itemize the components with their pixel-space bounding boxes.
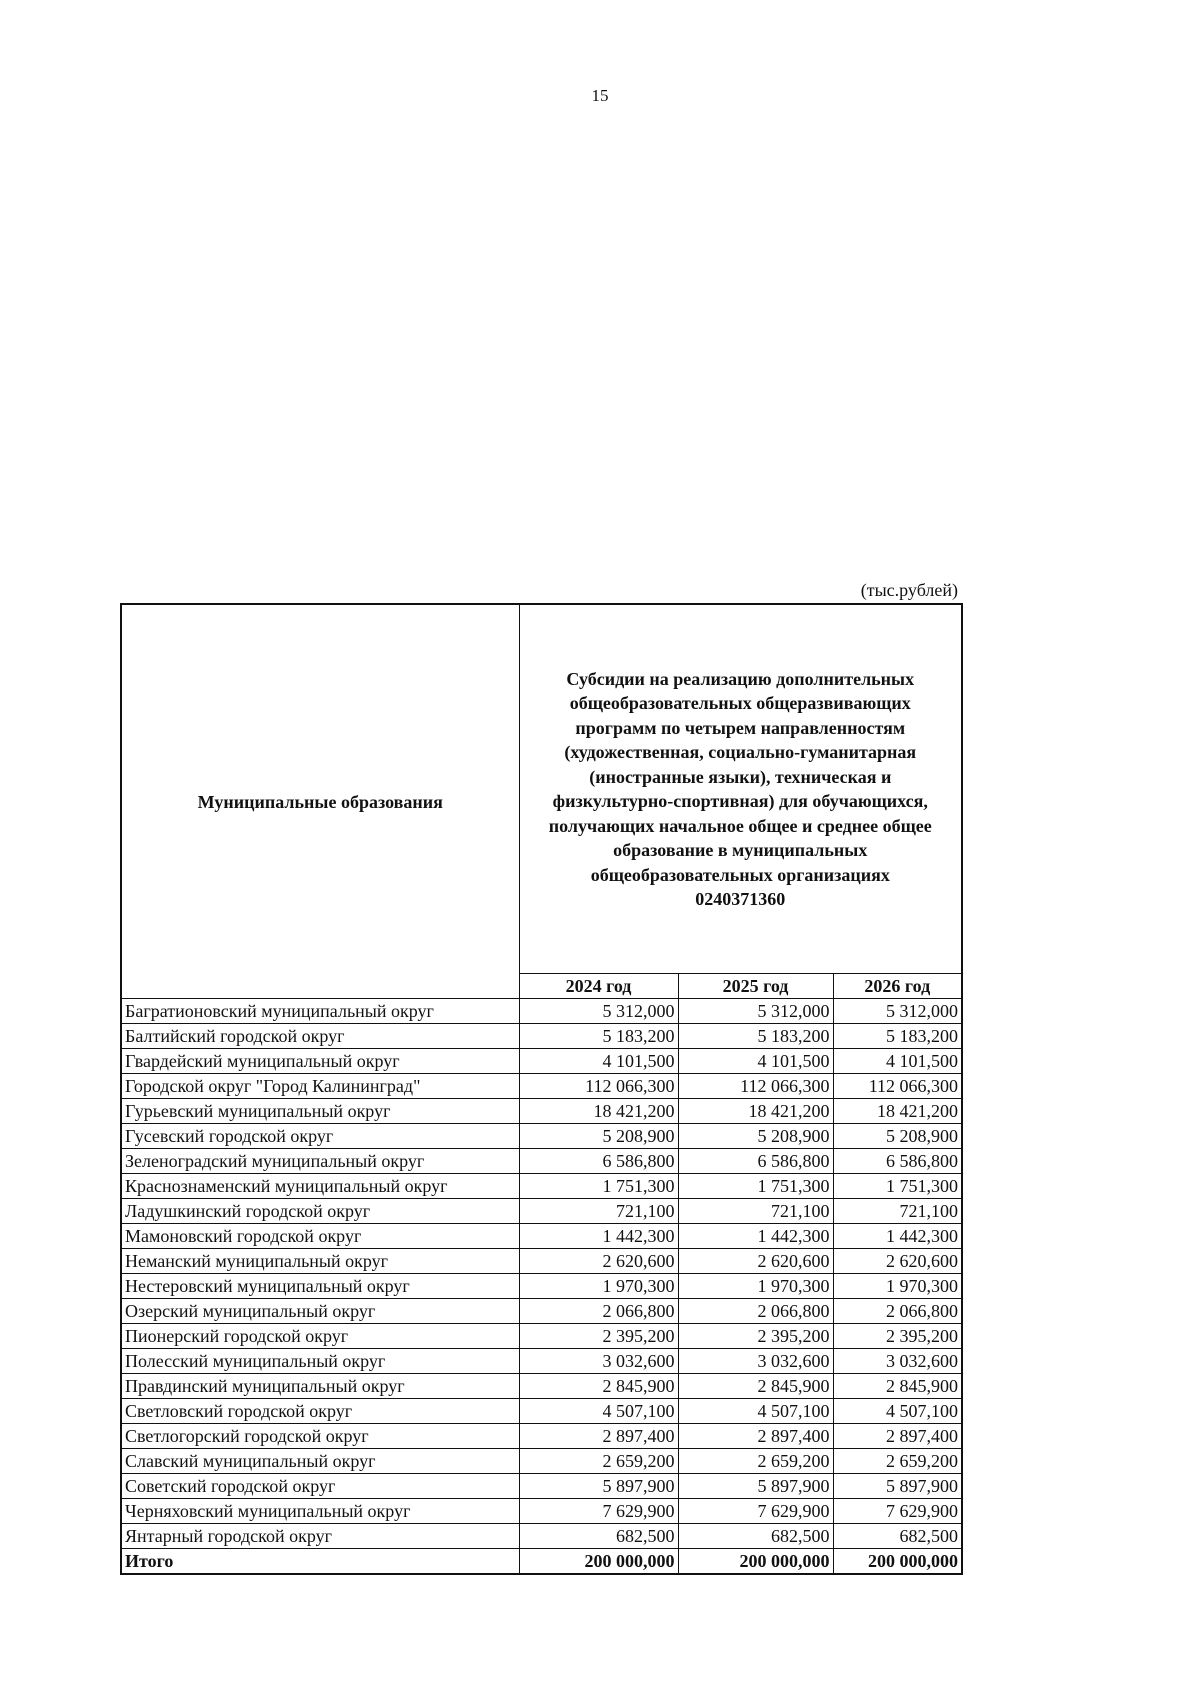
amount-cell: 2 395,200 [833,1324,962,1349]
municipality-name: Ладушкинский городской округ [121,1199,519,1224]
amount-cell: 5 897,900 [519,1474,678,1499]
amount-cell: 1 970,300 [833,1274,962,1299]
amount-cell: 2 897,400 [519,1424,678,1449]
table-row [121,1149,962,1174]
table-row [121,1099,962,1124]
amount-cell: 2 066,800 [519,1299,678,1324]
subsidy-code: 0240371360 [695,889,786,909]
amount-cell: 200 000,000 [519,1549,678,1575]
municipality-name: Гурьевский муниципальный округ [121,1099,519,1124]
amount-cell: 3 032,600 [678,1349,833,1374]
table-row [121,1524,962,1549]
table-row [121,1174,962,1199]
municipality-name: Багратионовский муниципальный округ [121,999,519,1024]
amount-cell: 6 586,800 [519,1149,678,1174]
municipality-name: Городской округ "Город Калининград" [121,1074,519,1099]
amount-cell: 2 897,400 [678,1424,833,1449]
table-row [121,1024,962,1049]
amount-cell: 2 066,800 [678,1299,833,1324]
table-row [121,1499,962,1524]
amount-cell: 5 312,000 [833,999,962,1024]
amount-cell: 721,100 [519,1199,678,1224]
table-row [121,1449,962,1474]
amount-cell: 4 507,100 [678,1399,833,1424]
amount-cell: 5 312,000 [519,999,678,1024]
table-row [121,1424,962,1449]
amount-cell: 2 659,200 [678,1449,833,1474]
table-row [121,1249,962,1274]
amount-cell: 6 586,800 [833,1149,962,1174]
amount-cell: 200 000,000 [678,1549,833,1575]
amount-cell: 6 586,800 [678,1149,833,1174]
subsidy-title: Субсидии на реализацию дополнительных общеобразовательных общеразвивающих программ по четырем направленностям (художественная, социально-гуманитарная (иностранные языки), техническая и физкультурно-спортивная) для обучающихся, получающих начальное общее и среднее общее образование в муниципальных общеобразовательных организациях [548,668,932,885]
amount-cell: 1 970,300 [678,1274,833,1299]
amount-cell: 1 970,300 [519,1274,678,1299]
amount-cell: 7 629,900 [678,1499,833,1524]
municipality-name: Озерский муниципальный округ [121,1299,519,1324]
total-row [121,1549,962,1575]
amount-cell: 2 845,900 [833,1374,962,1399]
amount-cell: 2 395,200 [678,1324,833,1349]
amount-cell: 5 183,200 [678,1024,833,1049]
municipality-name: Полесский муниципальный округ [121,1349,519,1374]
amount-cell: 4 101,500 [678,1049,833,1074]
amount-cell: 18 421,200 [519,1099,678,1124]
page-number: 15 [591,86,609,105]
amount-cell: 5 897,900 [833,1474,962,1499]
amount-cell: 5 312,000 [678,999,833,1024]
municipality-name: Мамоновский городской округ [121,1224,519,1249]
municipality-name: Правдинский муниципальный округ [121,1374,519,1399]
amount-cell: 2 395,200 [519,1324,678,1349]
amount-cell: 3 032,600 [519,1349,678,1374]
table-row [121,1049,962,1074]
subsidy-column-header [519,604,962,974]
table-row [121,1474,962,1499]
amount-cell: 112 066,300 [833,1074,962,1099]
table-row [121,1224,962,1249]
amount-cell: 18 421,200 [678,1099,833,1124]
municipality-name: Краснознаменский муниципальный округ [121,1174,519,1199]
municipality-name: Гусевский городской округ [121,1124,519,1149]
amount-cell: 4 101,500 [519,1049,678,1074]
amount-cell: 2 620,600 [519,1249,678,1274]
amount-cell: 4 507,100 [833,1399,962,1424]
table-row [121,1349,962,1374]
municipality-name: Черняховский муниципальный округ [121,1499,519,1524]
municipality-name: Гвардейский муниципальный округ [121,1049,519,1074]
table-row [121,1299,962,1324]
amount-cell: 112 066,300 [519,1074,678,1099]
year-header-2024: 2024 год [519,974,678,999]
amount-cell: 1 442,300 [519,1224,678,1249]
table-row [121,1074,962,1099]
table-row [121,1199,962,1224]
table-row [121,1399,962,1424]
amount-cell: 5 183,200 [519,1024,678,1049]
municipality-name: Светлогорский городской округ [121,1424,519,1449]
table-row [121,1324,962,1349]
table-header-row [121,604,962,974]
amount-cell: 2 659,200 [519,1449,678,1474]
amount-cell: 1 751,300 [678,1174,833,1199]
amount-cell: 18 421,200 [833,1099,962,1124]
amount-cell: 2 845,900 [678,1374,833,1399]
municipality-name: Зеленоградский муниципальный округ [121,1149,519,1174]
municipality-name: Советский городской округ [121,1474,519,1499]
municipality-name: Неманский муниципальный округ [121,1249,519,1274]
amount-cell: 4 101,500 [833,1049,962,1074]
amount-cell: 1 751,300 [833,1174,962,1199]
amount-cell: 1 751,300 [519,1174,678,1199]
amount-cell: 112 066,300 [678,1074,833,1099]
amount-cell: 5 208,900 [678,1124,833,1149]
units-note: (тыс.рублей) [860,580,958,600]
amount-cell: 5 208,900 [833,1124,962,1149]
amount-cell: 3 032,600 [833,1349,962,1374]
table-body [121,604,962,1574]
amount-cell: 2 066,800 [833,1299,962,1324]
amount-cell: 2 620,600 [678,1249,833,1274]
table-row [121,999,962,1024]
total-label: Итого [121,1549,519,1575]
amount-cell: 7 629,900 [519,1499,678,1524]
municipality-name: Славский муниципальный округ [121,1449,519,1474]
amount-cell: 2 659,200 [833,1449,962,1474]
table-row [121,1124,962,1149]
year-header-2026: 2026 год [833,974,962,999]
table-row [121,1374,962,1399]
amount-cell: 5 183,200 [833,1024,962,1049]
municipality-name: Светловский городской округ [121,1399,519,1424]
amount-cell: 5 897,900 [678,1474,833,1499]
amount-cell: 5 208,900 [519,1124,678,1149]
amount-cell: 1 442,300 [678,1224,833,1249]
amount-cell: 1 442,300 [833,1224,962,1249]
municipality-name: Пионерский городской округ [121,1324,519,1349]
table-row [121,1274,962,1299]
amount-cell: 721,100 [678,1199,833,1224]
amount-cell: 2 845,900 [519,1374,678,1399]
amount-cell: 7 629,900 [833,1499,962,1524]
amount-cell: 682,500 [519,1524,678,1549]
year-header-2025: 2025 год [678,974,833,999]
amount-cell: 682,500 [833,1524,962,1549]
amount-cell: 4 507,100 [519,1399,678,1424]
amount-cell: 721,100 [833,1199,962,1224]
subsidy-table [120,603,963,1575]
amount-cell: 2 620,600 [833,1249,962,1274]
amount-cell: 200 000,000 [833,1549,962,1575]
municipality-name: Балтийский городской округ [121,1024,519,1049]
amount-cell: 2 897,400 [833,1424,962,1449]
municipality-column-header: Муниципальные образования [121,604,519,999]
municipality-name: Янтарный городской округ [121,1524,519,1549]
municipality-name: Нестеровский муниципальный округ [121,1274,519,1299]
amount-cell: 682,500 [678,1524,833,1549]
